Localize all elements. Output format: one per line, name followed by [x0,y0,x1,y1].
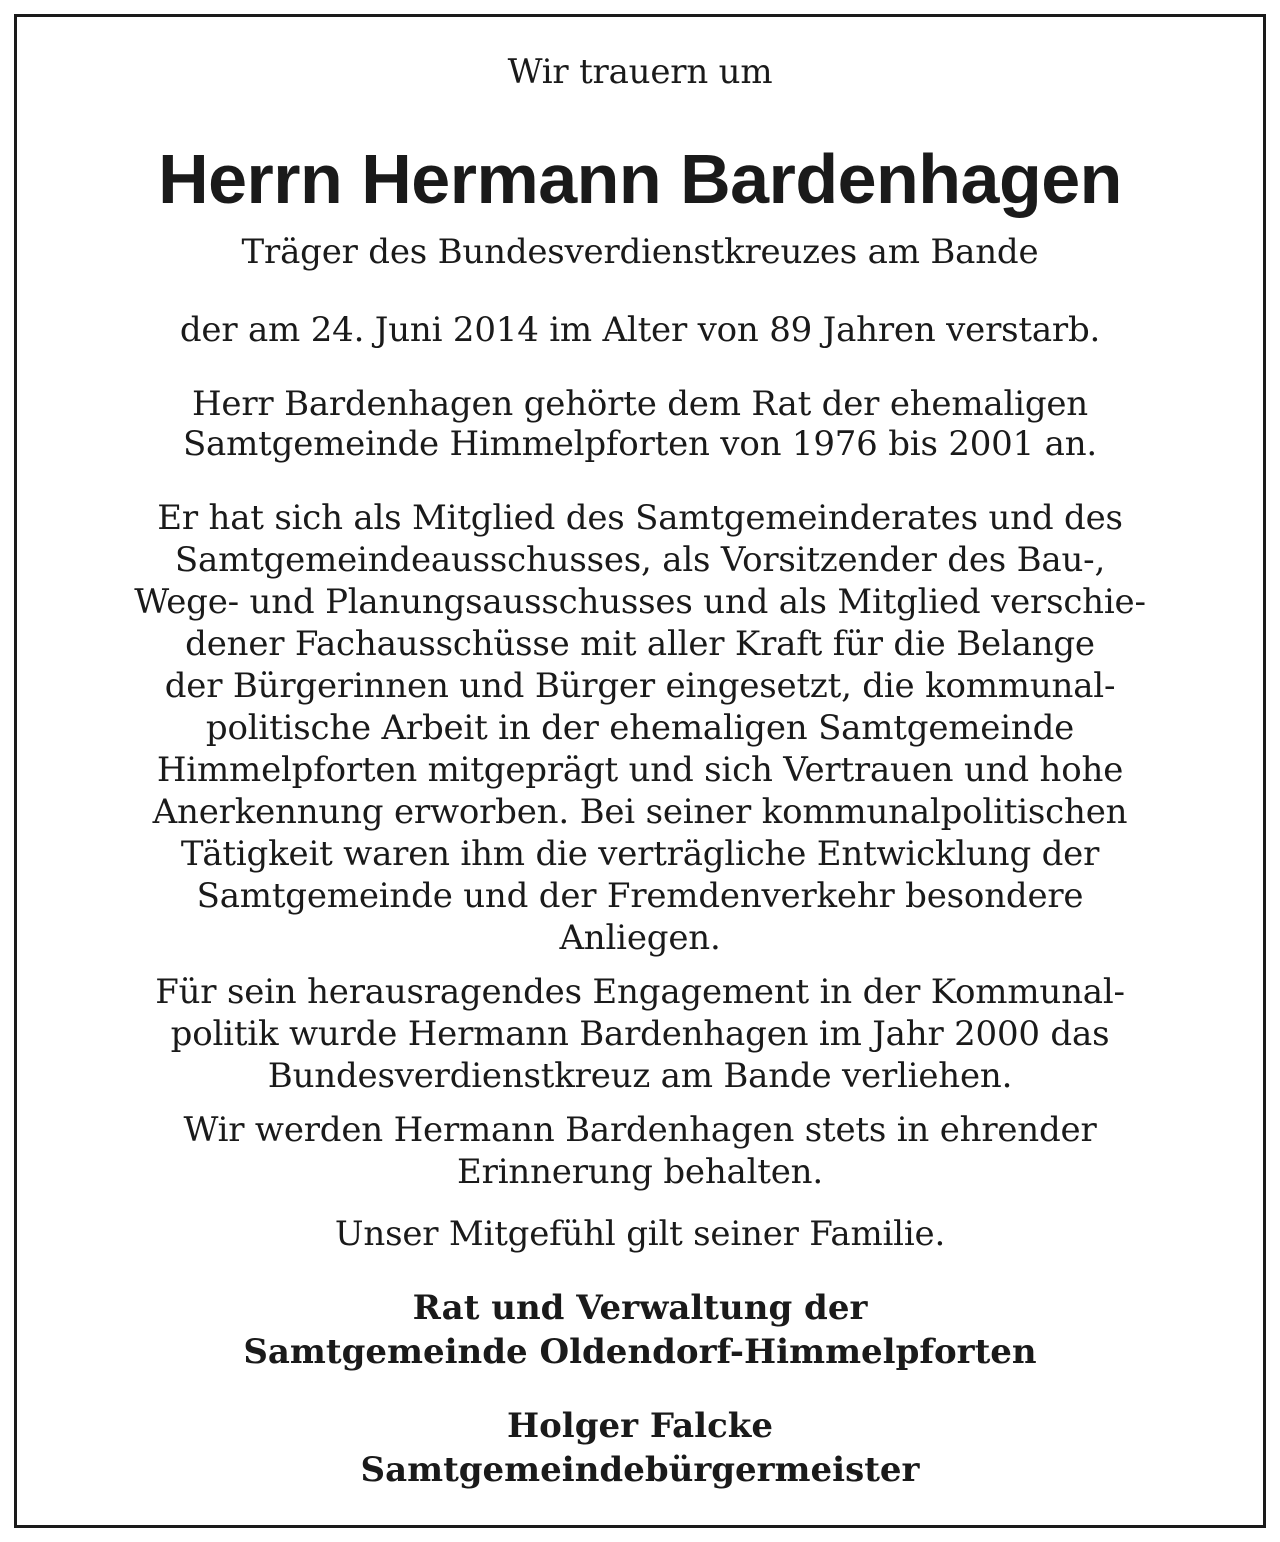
text-line: Erinnerung behalten. [457,1152,823,1192]
obituary-notice [14,14,1266,1528]
signer-name: Holger Falcke [507,1406,773,1446]
honor-line: Träger des Bundesverdienstkreuzes am Bande [241,232,1039,272]
death-line: der am 24. Juni 2014 im Alter von 89 Jahren verstarb. [179,310,1101,350]
text-line: dener Fachausschüsse mit aller Kraft für die Belange [185,624,1095,664]
text-line: Samtgemeinde und der Fremdenverkehr besondere [196,876,1084,916]
text-line: Samtgemeinde Himmelpforten von 1976 bis 2001 an. [182,424,1098,464]
org-line: Rat und Verwaltung der [412,1288,868,1328]
text-line: Tätigkeit waren ihm die verträgliche Entwicklung der [180,834,1100,874]
text-line: Bundesverdienstkreuz am Bande verliehen. [267,1056,1013,1096]
text-line: politische Arbeit in der ehemaligen Samtgemeinde [205,708,1075,748]
signer-title: Samtgemeindebürgermeister [360,1450,920,1490]
text-line: Himmelpforten mitgeprägt und sich Vertrauen und hohe [156,750,1124,790]
text-line: Er hat sich als Mitglied des Samtgemeinderates und des [157,498,1123,538]
org-line: Samtgemeinde Oldendorf-Himmelpforten [243,1332,1037,1372]
text-line: Wir werden Hermann Bardenhagen stets in ehrender [183,1110,1097,1150]
text-line: Samtgemeindeausschusses, als Vorsitzender des Bau-, [174,540,1106,580]
deceased-name: Herrn Hermann Bardenhagen [158,140,1122,218]
text-line: Anliegen. [559,918,721,958]
text-line: Für sein herausragendes Engagement in der Kommunal- [155,972,1125,1012]
text-line: Wege- und Planungsausschusses und als Mitglied verschie- [134,582,1146,622]
text-line: der Bürgerinnen und Bürger eingesetzt, die kommunal- [164,666,1116,706]
text-line: Herr Bardenhagen gehörte dem Rat der ehemaligen [191,384,1089,424]
condolence-line: Unser Mitgefühl gilt seiner Familie. [334,1214,946,1254]
text-line: Anerkennung erworben. Bei seiner kommunalpolitischen [152,792,1128,832]
text-line: politik wurde Hermann Bardenhagen im Jahr 2000 das [170,1014,1110,1054]
intro-line: Wir trauern um [507,52,773,92]
